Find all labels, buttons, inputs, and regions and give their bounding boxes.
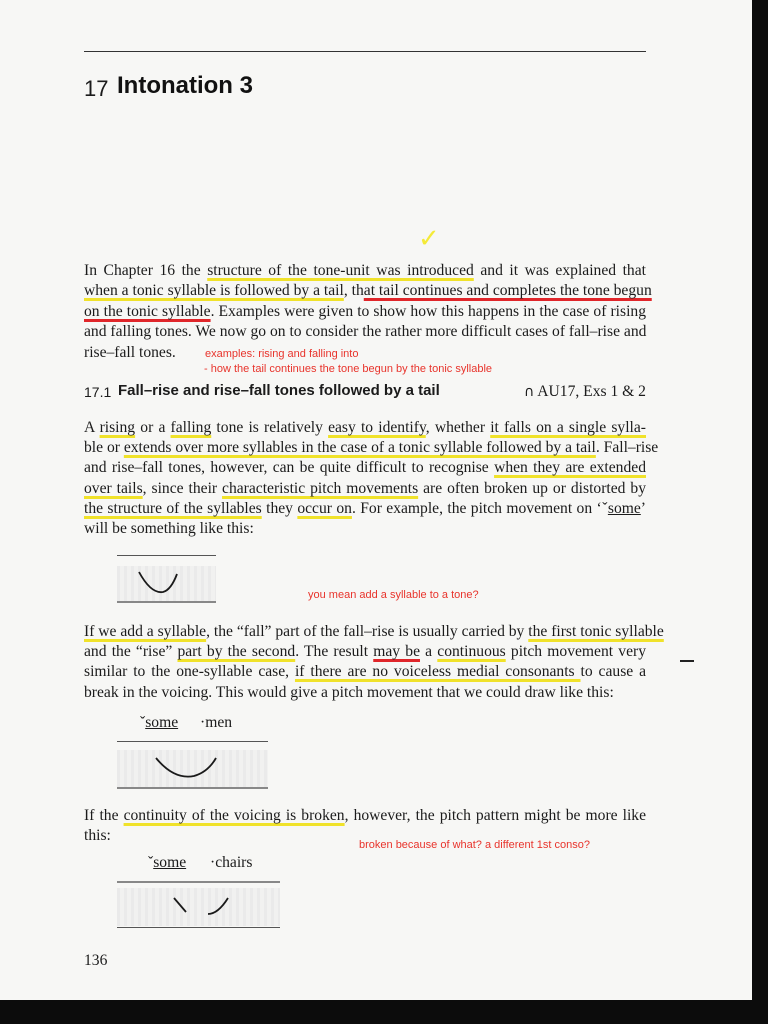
text-segment: . For example, the pitch movement on ‘ˇ [351, 500, 608, 517]
text-segment: to cause a [580, 663, 647, 680]
text-segment: If the [84, 807, 124, 824]
highlighted-text: continuous [437, 643, 506, 660]
headphones-icon: ∩ [524, 384, 535, 400]
audio-reference-label: AU17, Exs 1 & 2 [537, 383, 646, 400]
highlighted-text: at tail continues and completes the tone begun [363, 282, 652, 299]
tone-mark: ˇ [148, 854, 154, 871]
text-segment: pitch movement very [505, 643, 646, 660]
highlighted-text: falling [170, 419, 212, 436]
text-segment: and falling tones. We now go on to consider the rather more difficult cases of fall–rise and [84, 323, 647, 340]
para1-line-2 [84, 438, 659, 458]
text-segment: a [420, 643, 438, 660]
intro-line-2 [84, 281, 652, 301]
fall-rise-contour-1 [135, 568, 185, 598]
tone-mark: ˇ [140, 714, 146, 731]
highlighted-text: the first tonic syllable [528, 623, 664, 640]
highlighted-text: may be [373, 643, 420, 660]
pitch-stave-top-2 [117, 741, 268, 742]
ex3-word-1: some [153, 854, 187, 871]
intro-line-5 [84, 343, 176, 363]
header-rule [84, 51, 646, 52]
para3-line-1 [84, 806, 646, 826]
para1-line-1 [84, 418, 646, 438]
text-segment: similar to the one-syllable case, [84, 663, 295, 680]
ex2-syllable-1 [140, 714, 178, 732]
page-number: 136 [84, 952, 108, 969]
chapter-number: 17 [84, 76, 109, 101]
text-segment: this: [84, 827, 111, 844]
highlighted-text: if there are no voiceless medial consonants [294, 663, 581, 680]
text-segment: . The result [295, 643, 374, 660]
ex2-word-1: some [145, 714, 179, 731]
section-number: 17.1 [84, 384, 112, 400]
highlighted-text: the structure of the syllables [84, 500, 262, 517]
annotation-note-2: you mean add a syllable to a tone? [308, 589, 479, 601]
text-segment: . Fall–rise [595, 439, 659, 456]
para2-line-1 [84, 622, 664, 642]
intro-line-1 [84, 261, 646, 281]
text-segment: , th [343, 282, 364, 299]
section-title: Fall–rise and rise–fall tones followed by a tail [118, 382, 440, 399]
annotation-note-3: broken because of what? a different 1st conso? [359, 839, 590, 851]
highlighted-text: extends over more syllables in the case of a tonic syllable followed by a tail [123, 439, 596, 456]
text-segment: and the “rise” [84, 643, 178, 660]
highlighted-text: rising [99, 419, 136, 436]
text-segment: or a [135, 419, 171, 436]
para1-line-6 [84, 519, 254, 539]
highlighted-text: easy to identify [328, 419, 426, 436]
ex2-syllable-2: ·men [200, 714, 233, 731]
highlighted-text: when a tonic syllable is followed by a tail [84, 282, 344, 299]
text-segment: , whether [425, 419, 491, 436]
text-segment: will be something like this: [84, 520, 254, 537]
text-segment: , since their [142, 480, 223, 497]
ex3-syllable-2: ·chairs [210, 854, 253, 871]
checkmark-icon: ✓ [418, 224, 440, 254]
para2-line-3 [84, 662, 646, 682]
pitch-stave-bottom-3 [117, 927, 280, 928]
highlighted-text: If we add a syllable [84, 623, 207, 640]
pitch-stave-bottom [117, 601, 216, 603]
intro-line-4 [84, 322, 646, 342]
text-segment: and it was explained that [473, 262, 646, 279]
text-segment: A [84, 419, 100, 436]
text-segment: some [607, 500, 641, 517]
pitch-stave-top-3 [117, 881, 280, 883]
para2-line-4 [84, 683, 614, 703]
highlighted-text: part by the second [177, 643, 296, 660]
highlighted-text: when they are extended [494, 459, 646, 476]
scan-edge-bottom [0, 1000, 768, 1024]
margin-mark [680, 660, 694, 662]
highlighted-text: occur on [297, 500, 352, 517]
para2-line-2 [84, 642, 646, 662]
para1-line-4 [84, 479, 646, 499]
para1-line-3 [84, 458, 646, 478]
intro-line-3 [84, 302, 646, 322]
para1-line-5 [84, 499, 646, 519]
pitch-stave-bottom-2 [117, 787, 268, 789]
annotation-note-1b: - how the tail continues the tone begun by the tonic syllable [204, 363, 493, 375]
annotation-note-1a: examples: rising and falling into [205, 348, 359, 360]
chapter-title: Intonation 3 [117, 72, 253, 99]
text-segment: In Chapter 16 the [84, 262, 208, 279]
text-segment: they [261, 500, 298, 517]
highlighted-text: structure of the tone-unit was introduced [207, 262, 474, 279]
text-segment: break in the voicing. This would give a pitch movement that we could draw like this: [84, 684, 614, 701]
highlighted-text: over tails [84, 480, 143, 497]
highlighted-text: characteristic pitch movements [222, 480, 419, 497]
highlighted-text: it falls on a single sylla- [490, 419, 646, 436]
text-segment: tone is relatively [211, 419, 329, 436]
text-segment: , the “fall” part of the fall–rise is usually carried by [206, 623, 529, 640]
text-segment: rise–fall tones. [84, 344, 176, 361]
text-segment: ’ [640, 500, 646, 517]
para3-line-2 [84, 826, 111, 846]
highlighted-text: continuity of the voicing is broken [123, 807, 345, 824]
text-segment: and rise–fall tones, however, can be quite difficult to recognise [84, 459, 495, 476]
text-segment: . Examples were given to show how this happens in the case of rising [210, 303, 646, 320]
pitch-stave-top [117, 555, 216, 556]
text-segment: are often broken up or distorted by [418, 480, 646, 497]
fall-rise-contour-2 [150, 752, 230, 782]
broken-fall-rise-contour [170, 892, 240, 922]
ex3-syllable-1 [148, 854, 186, 872]
text-segment: , however, the pitch pattern might be more like [344, 807, 646, 824]
highlighted-text: on the tonic syllable [84, 303, 211, 320]
audio-reference [524, 383, 646, 401]
text-segment: ble or [84, 439, 124, 456]
scan-edge-right [752, 0, 768, 1024]
